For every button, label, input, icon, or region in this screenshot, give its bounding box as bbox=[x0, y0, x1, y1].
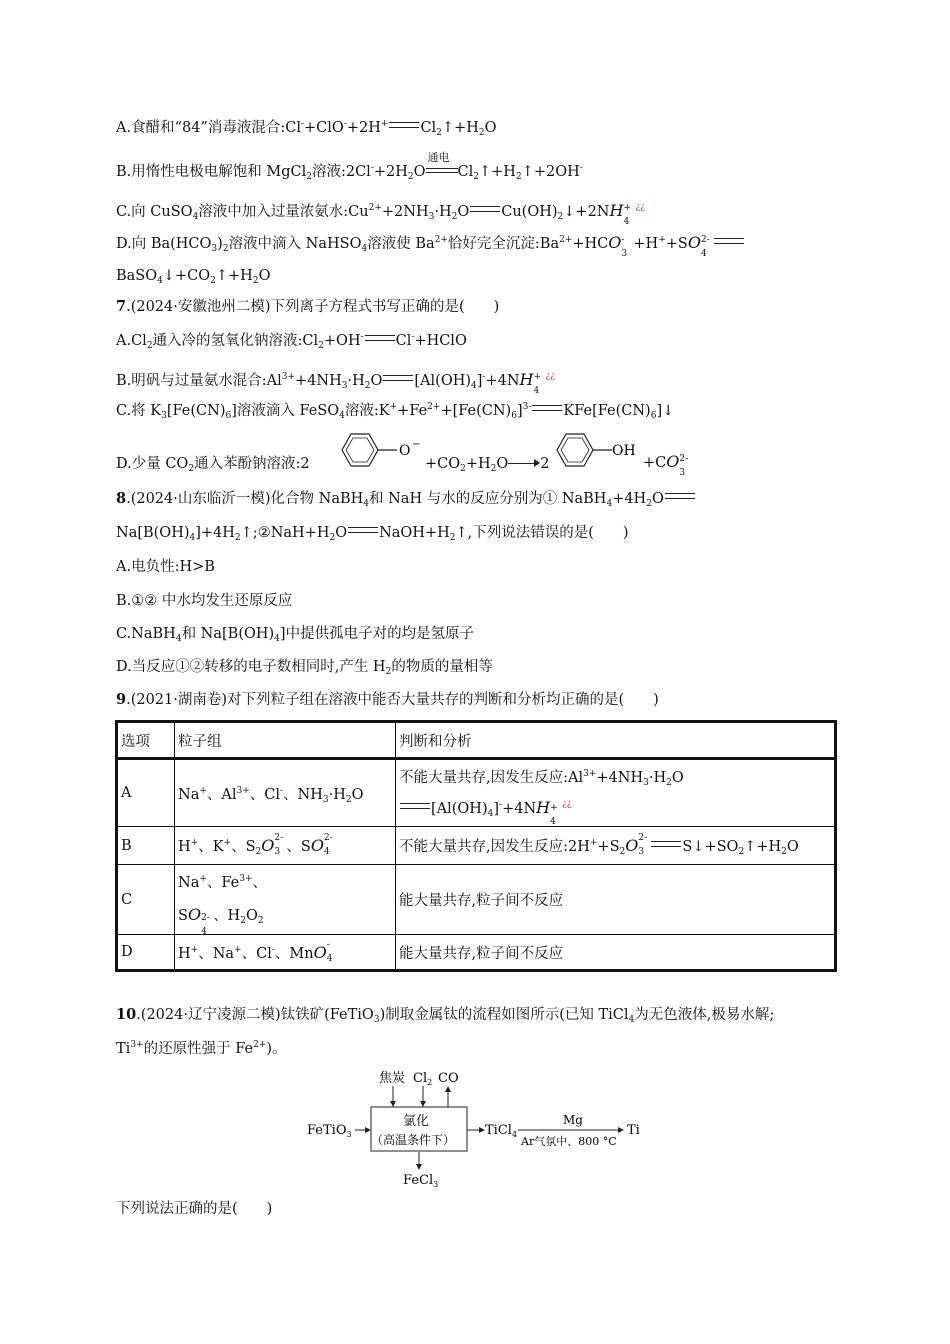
q9-table bbox=[115, 720, 837, 972]
text: 溶液使 Ba bbox=[367, 236, 435, 252]
phenol-structure bbox=[548, 430, 643, 474]
q8-option-c: C.NaBH$_4$和 $Na[B(OH)_4]$中提供孤电子对的均是氢原子 bbox=[116, 626, 475, 644]
row-particles: H+、Na+、Cl-、MnO - 4 bbox=[175, 935, 396, 971]
text: 和 NaH 与水的反应分别为① NaBH bbox=[369, 491, 607, 507]
text: 溶液:2Cl bbox=[311, 164, 371, 180]
q7-option-c: C.将 $K_3[Fe(CN)_6]$溶液滴入 FeSO$_4$溶液$:K^++Fe^{2+}+[Fe(CN)_6]^{3-}$ $KFe[Fe(CN)_6]↓$ bbox=[116, 402, 675, 421]
q6-option-d-cont: $BaSO_4↓+CO_2↑+H_2O$ bbox=[116, 268, 271, 286]
row-analysis: 不能大量共存,因发生反应$:2H^++S_2O$ 2- 3 $S↓+SO_2↑+H_2O$ bbox=[396, 827, 836, 865]
flow-input: FeTiO$_3$ bbox=[307, 1123, 352, 1139]
q8-option-d: D.当反应①②转移的电子数相同时,产生 $H_2$的物质的量相等 bbox=[116, 659, 493, 677]
row-particles: Na+、$Fe^{3+}$、 SO 2- 4 、$H_2O_2$ bbox=[175, 865, 396, 935]
text: 溶液滴入 FeSO bbox=[236, 403, 340, 419]
text: 溶液中加入过量浓氨水:Cu bbox=[198, 204, 369, 220]
question-number: 10 bbox=[116, 1006, 137, 1023]
row-option: B bbox=[117, 827, 175, 865]
q7-option-d-mid: $+CO_2+H_2O$ 2 bbox=[425, 456, 550, 474]
text: D.少量 CO bbox=[116, 456, 189, 472]
text: Ti bbox=[116, 1041, 131, 1057]
text: 通入冷的氢氧化钠溶液:Cl bbox=[152, 333, 319, 349]
text: D.向 Ba(HCO bbox=[116, 236, 212, 252]
text: ;②NaH+H bbox=[252, 525, 330, 541]
text: B.明矾与过量氨水混合:Al bbox=[116, 373, 282, 389]
row-analysis: 不能大量共存,因发生反应$:Al^{3+}+4NH_3\cdot H_2O$ $[Al(OH)_4]^-+4NH$ + 4 ¿¿ bbox=[396, 759, 836, 827]
q6-option-c: C.向 CuSO$_4$溶液中加入过量浓氨水$:Cu^{2+}+2NH_3\cdot H_2O$ $Cu(OH)_2↓+2NH$ + 4 ¿¿ bbox=[116, 201, 646, 227]
flow-reagent: Mg bbox=[563, 1113, 583, 1127]
text: +CO bbox=[425, 456, 461, 472]
text: C.向 CuSO bbox=[116, 204, 193, 220]
q6-option-d: D.向 $Ba(HCO_3)_2$溶液中滴入 NaHSO$_4$溶液使 $Ba^{2+}$恰好完全沉淀$:Ba^{2+}+HCO$ - 3 +H++SO 2- 4 bbox=[116, 233, 745, 254]
q10-question bbox=[116, 1199, 272, 1219]
electrolysis-arrow bbox=[426, 151, 458, 176]
header-analysis: 判断和分析 bbox=[396, 722, 836, 759]
text: .(2021·湖南卷)对下列粒子组在溶液中能否大量共存的判断和分析均正确的是( ) bbox=[126, 692, 659, 708]
text: Cl bbox=[420, 120, 437, 136]
text: 为无色液体,极易水解; bbox=[634, 1007, 775, 1023]
header-particles: 粒子组 bbox=[175, 722, 396, 759]
flow-condition: Ar气氛中、800 °C bbox=[521, 1135, 617, 1148]
question-number: 7 bbox=[116, 298, 127, 315]
text: .(2024·辽宁凌源二模)钛铁矿(FeTiO bbox=[136, 1007, 374, 1023]
q7-option-d: D.少量 $CO_2$通入苯酚钠溶液:2 bbox=[116, 456, 310, 474]
q6-option-a: A.食醋和“84”消毒液混合:Cl-+ClO-+2H+ $Cl_2↑+H_2O$ bbox=[116, 119, 497, 138]
q10-stem: 10.(2024·辽宁凌源二模)钛铁矿(FeTiO$_3$)制取金属钛的流程如图所示(已知 TiCl$_4$为无色液体,极易水解; bbox=[116, 1006, 775, 1025]
question-number: 8 bbox=[116, 490, 127, 507]
text: 通入苯酚钠溶液:2 bbox=[194, 456, 310, 472]
text: ]中提供孤电子对的均是氢原子 bbox=[279, 626, 475, 642]
row-option: D bbox=[117, 935, 175, 971]
text: BaSO bbox=[116, 268, 158, 284]
text: ↑,下列说法错误的是( ) bbox=[455, 525, 629, 541]
text: 不能大量共存,因发生反应:2H bbox=[399, 839, 590, 855]
box-label-1: 氯化 bbox=[403, 1114, 430, 1129]
flow-byproduct: FeCl$_3$ bbox=[403, 1173, 439, 1189]
text: 不能大量共存,因发生反应:Al bbox=[399, 769, 584, 786]
q7-option-d-tail: +CO 2- 3 bbox=[643, 452, 689, 478]
box-label-2: （高温条件下） bbox=[371, 1133, 456, 1147]
q8-stem-cont: $Na[B(OH)_4]+4H_2↑;②NaH+H_2O$ $NaOH+H_2↑$,下列说法错误的是( ) bbox=[116, 525, 629, 543]
table-header-row bbox=[117, 722, 836, 759]
condition-label: 通电 bbox=[427, 151, 450, 164]
text: C.NaBH bbox=[116, 626, 176, 642]
text: A.Cl bbox=[116, 333, 147, 349]
text: Na[B(OH) bbox=[116, 525, 190, 541]
q10-stem-cont: $Ti^{3+}$的还原性强于 $Fe^{2+}$)。 bbox=[116, 1040, 287, 1057]
reaction-arrow bbox=[508, 458, 540, 468]
text: )。 bbox=[266, 1041, 287, 1057]
oxide-label: O bbox=[399, 443, 411, 459]
phenoxide-structure bbox=[333, 430, 428, 474]
q7-option-b: B.明矾与过量氨水混合$:Al^{3+}+4NH_3\cdot H_2O$ $[Al(OH)_4]^-+4NH$ + 4 ¿¿ bbox=[116, 370, 556, 396]
question-number: 9 bbox=[116, 691, 127, 708]
row-analysis: 能大量共存,粒子间不反应 bbox=[396, 865, 836, 935]
text: B.①② 中水均发生还原反应 bbox=[116, 593, 293, 609]
header-option: 选项 bbox=[117, 722, 175, 759]
hydroxyl-label: OH bbox=[612, 443, 636, 459]
text: 和 Na[B(OH) bbox=[181, 626, 275, 642]
table-row bbox=[117, 827, 836, 865]
text: 恰好完全沉淀:Ba bbox=[447, 236, 560, 252]
q7-stem bbox=[116, 297, 499, 317]
q9-stem bbox=[116, 690, 659, 710]
q8-stem: 8.(2024·山东临沂一模)化合物 NaBH$_4$和 NaH 与水的反应分别为① $NaBH_4+4H_2O$ bbox=[116, 489, 696, 509]
charge-label: − bbox=[412, 439, 421, 450]
ti-process-flowchart bbox=[305, 1066, 655, 1191]
table-row bbox=[117, 935, 836, 971]
q6-option-b: B.用惰性电极电解饱和 MgCl$_2$溶液$:2Cl^-+2H_2O$ 通电 $Cl_2↑+H_2↑+2OH^-$ bbox=[116, 162, 583, 182]
text: 溶液:K bbox=[344, 403, 390, 419]
text: )制取金属钛的流程如图所示(已知 TiCl bbox=[379, 1007, 629, 1023]
flow-top-input-cl2: $Cl_2$ bbox=[413, 1071, 433, 1087]
text: 下列说法正确的是( ) bbox=[116, 1201, 273, 1217]
text: 的物质的量相等 bbox=[391, 659, 493, 675]
text: 2 bbox=[540, 456, 550, 472]
text: C.将 K bbox=[116, 403, 162, 419]
text: B.用惰性电极电解饱和 MgCl bbox=[116, 164, 307, 180]
text: A.电负性:H>B bbox=[116, 559, 215, 575]
flow-top-output: CO bbox=[438, 1071, 459, 1086]
row-option: A bbox=[117, 759, 175, 827]
table-row bbox=[117, 865, 836, 935]
text: .(2024·山东临沂一模)化合物 NaBH bbox=[126, 491, 364, 507]
row-option: C bbox=[117, 865, 175, 935]
text: NaOH+H bbox=[379, 525, 450, 541]
row-analysis: 能大量共存,粒子间不反应 bbox=[396, 935, 836, 971]
flow-product: Ti bbox=[627, 1123, 640, 1138]
text: 的还原性强于 Fe bbox=[143, 1041, 254, 1057]
q7-option-a: $A.Cl_2$通入冷的氢氧化钠溶液$:Cl_2+OH^-$ Cl-+HClO bbox=[116, 332, 467, 351]
text: .(2024·安徽池州二模)下列离子方程式书写正确的是( ) bbox=[126, 299, 500, 315]
table-row bbox=[117, 759, 836, 827]
row-particles: H+、K+、$S_2O$ 2- 3 、SO 2- 4 bbox=[175, 827, 396, 865]
row-particles: Na+、$Al^{3+}$、Cl-、$NH_3\cdot H_2O$ bbox=[175, 759, 396, 827]
flow-top-input-coke: 焦炭 bbox=[379, 1071, 406, 1086]
text: 溶液中滴入 NaHSO bbox=[228, 236, 362, 252]
text: D.当反应①②转移的电子数相同时,产生 H bbox=[116, 659, 386, 675]
text: A.食醋和“84”消毒液混合:Cl bbox=[116, 120, 301, 136]
q8-option-a bbox=[116, 557, 215, 577]
flow-intermediate: TiCl$_4$ bbox=[485, 1123, 518, 1139]
q8-option-b bbox=[116, 591, 292, 611]
